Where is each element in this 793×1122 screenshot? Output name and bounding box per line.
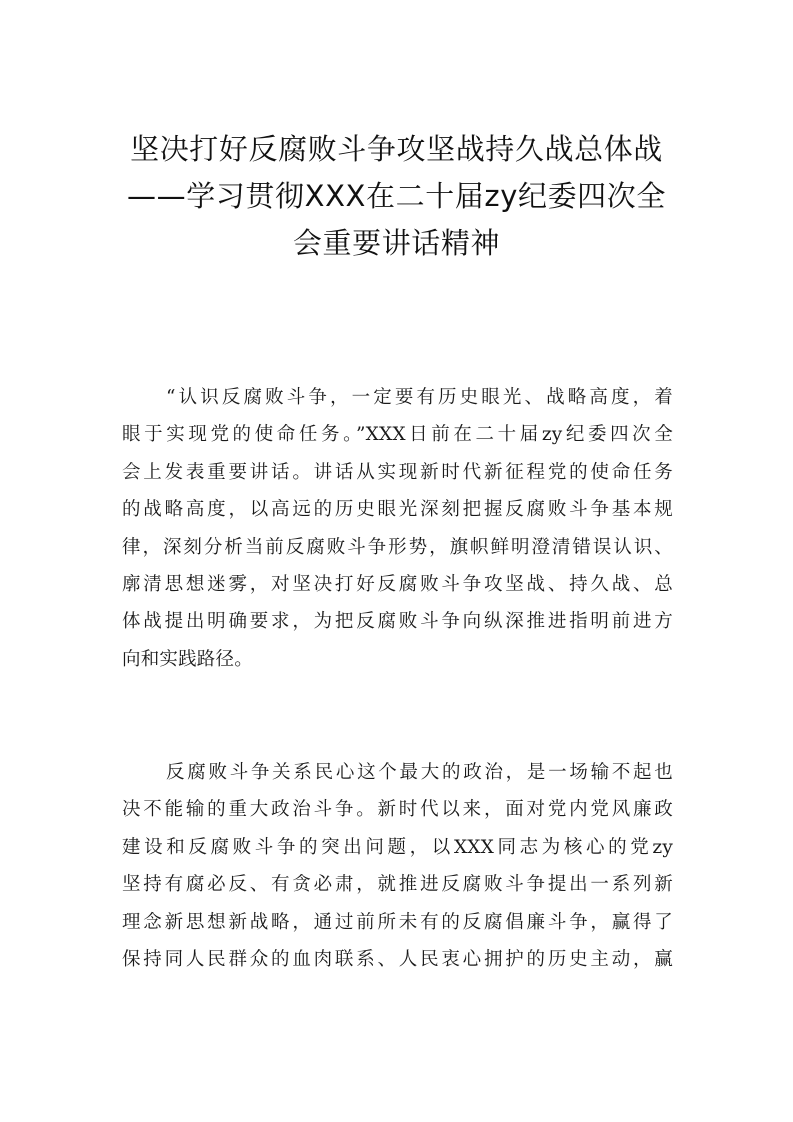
title-line: 坚决打好反腐败斗争攻坚战持久战总体战 <box>130 132 663 166</box>
paragraph-line: 决不能输的重大政治斗争。新时代以来，面对党内党风廉政 <box>122 799 673 821</box>
paragraph-line: 的战略高度，以高远的历史眼光深刻把握反腐败斗争基本规 <box>122 499 673 521</box>
paragraph-line: 向和实践路径。 <box>122 648 253 670</box>
paragraph-line: 律，深刻分析当前反腐败斗争形势，旗帜鲜明澄清错误认识、 <box>122 536 673 558</box>
paragraph-line: 坚持有腐必反、有贪必肃，就推进反腐败斗争提出一系列新 <box>122 874 673 896</box>
paragraph-line: 建设和反腐败斗争的突出问题，以XXX同志为核心的党zy <box>122 836 673 858</box>
paragraph-line: 理念新思想新战略，通过前所未有的反腐倡廉斗争，赢得了 <box>122 911 673 933</box>
title-line: 会重要讲话精神 <box>292 226 501 260</box>
paragraph-line: 保持同人民群众的血肉联系、人民衷心拥护的历史主动，赢 <box>122 949 673 971</box>
body-paragraph <box>122 379 673 678</box>
paragraph-line: 眼于实现党的使命任务。”XXX日前在二十届zy纪委四次全 <box>122 424 673 446</box>
body-paragraph <box>122 754 673 978</box>
paragraph-line: 廓清思想迷雾，对坚决打好反腐败斗争攻坚战、持久战、总 <box>122 574 673 596</box>
paragraph-line: 反腐败斗争关系民心这个最大的政治，是一场输不起也 <box>166 762 673 783</box>
paragraph-line: 会上发表重要讲话。讲话从实现新时代新征程党的使命任务 <box>122 461 673 483</box>
document-title <box>110 126 683 267</box>
paragraph-line: “认识反腐败斗争，一定要有历史眼光、战略高度，着 <box>166 387 673 408</box>
paragraph-line: 体战提出明确要求，为把反腐败斗争向纵深推进指明前进方 <box>122 611 673 633</box>
title-line: ——学习贯彻XXX在二十届zy纪委四次全 <box>127 179 666 213</box>
